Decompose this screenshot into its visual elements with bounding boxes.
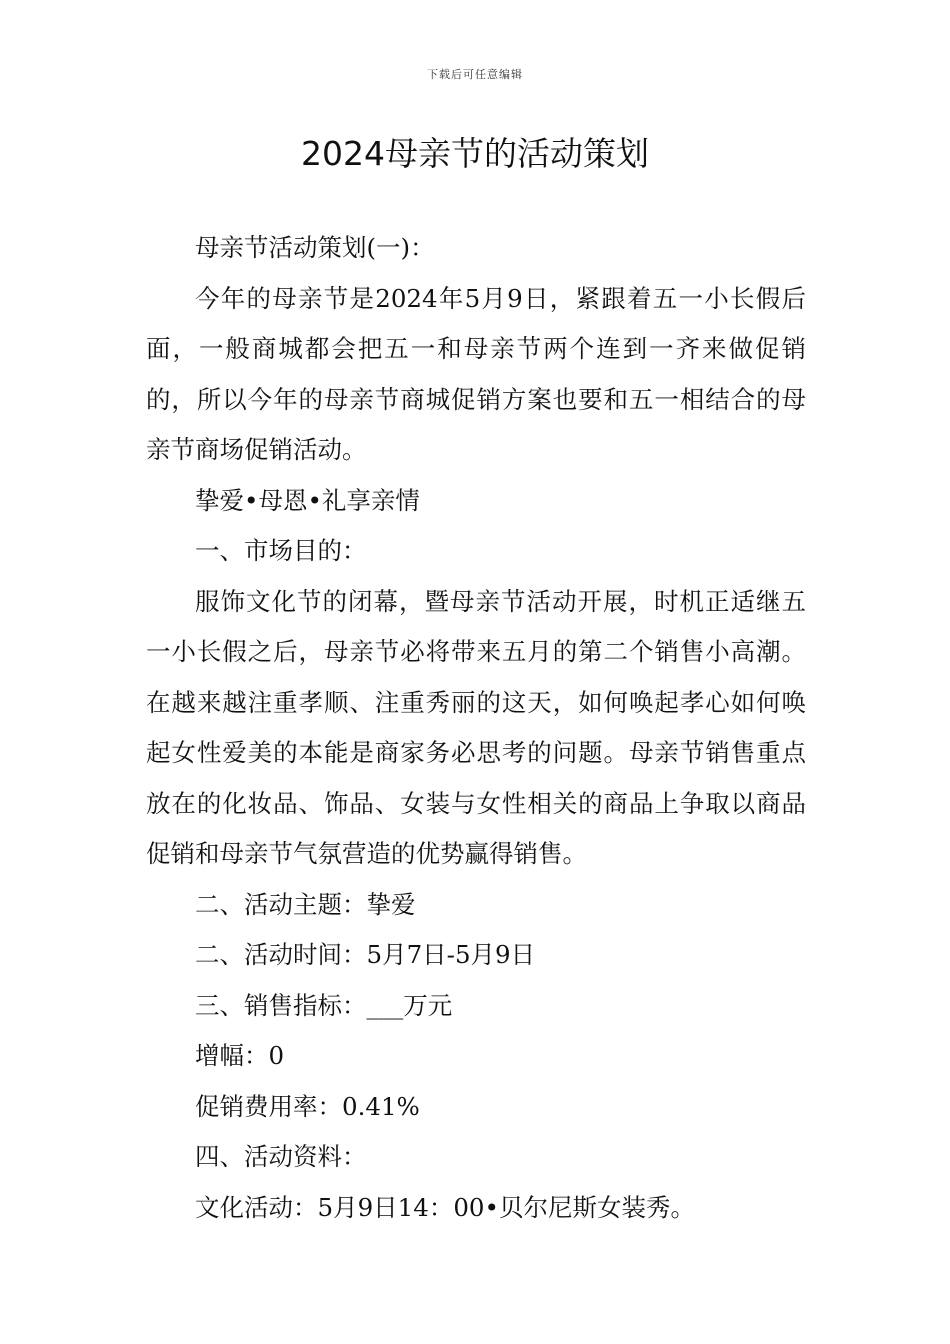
paragraph-growth: 增幅：0 xyxy=(195,1041,285,1070)
paragraph-activity-theme: 二、活动主题：挚爱 xyxy=(195,889,416,919)
paragraph-sales-target: 三、销售指标：___万元 xyxy=(195,990,453,1020)
paragraph-slogan: 挚爱•母恩•礼享亲情 xyxy=(195,485,420,515)
paragraph-section-activity-materials: 四、活动资料： xyxy=(195,1142,367,1171)
paragraph-activity-time: 二、活动时间：5月7日-5月9日 xyxy=(195,940,536,969)
paragraph-section-market-goal: 一、市场目的： xyxy=(195,536,367,565)
paragraph-intro: 今年的母亲节是2024年5月9日，紧跟着五一小长假后面，一般商城都会把五一和母亲节两个连到一齐来做促销的，所以今年的母亲节商城促销方案也要和五一相结合的母亲节商场促销活动。 xyxy=(146,283,806,464)
document-title: 2024母亲节的活动策划 xyxy=(301,134,649,173)
paragraph-promo-cost-rate: 促销费用率：0.41% xyxy=(195,1091,420,1121)
page-header-note: 下载后可任意编辑 xyxy=(427,68,523,81)
paragraph-plan-heading: 母亲节活动策划(一)： xyxy=(195,233,435,262)
document-body xyxy=(146,223,806,1233)
paragraph-cultural-activity: 文化活动：5月9日14：00•贝尔尼斯女装秀。 xyxy=(195,1192,695,1222)
paragraph-market-goal-body: 服饰文化节的闭幕，暨母亲节活动开展，时机正适继五一小长假之后，母亲节必将带来五月的第二个销售小高潮。在越来越注重孝顺、注重秀丽的这天，如何唤起孝心如何唤起女性爱美的本能是商家务必思考的问题。母亲节销售重点放在的化妆品、饰品、女装与女性相关的商品上争取以商品促销和母亲节气氛营造的优势赢得销售。 xyxy=(146,586,806,868)
